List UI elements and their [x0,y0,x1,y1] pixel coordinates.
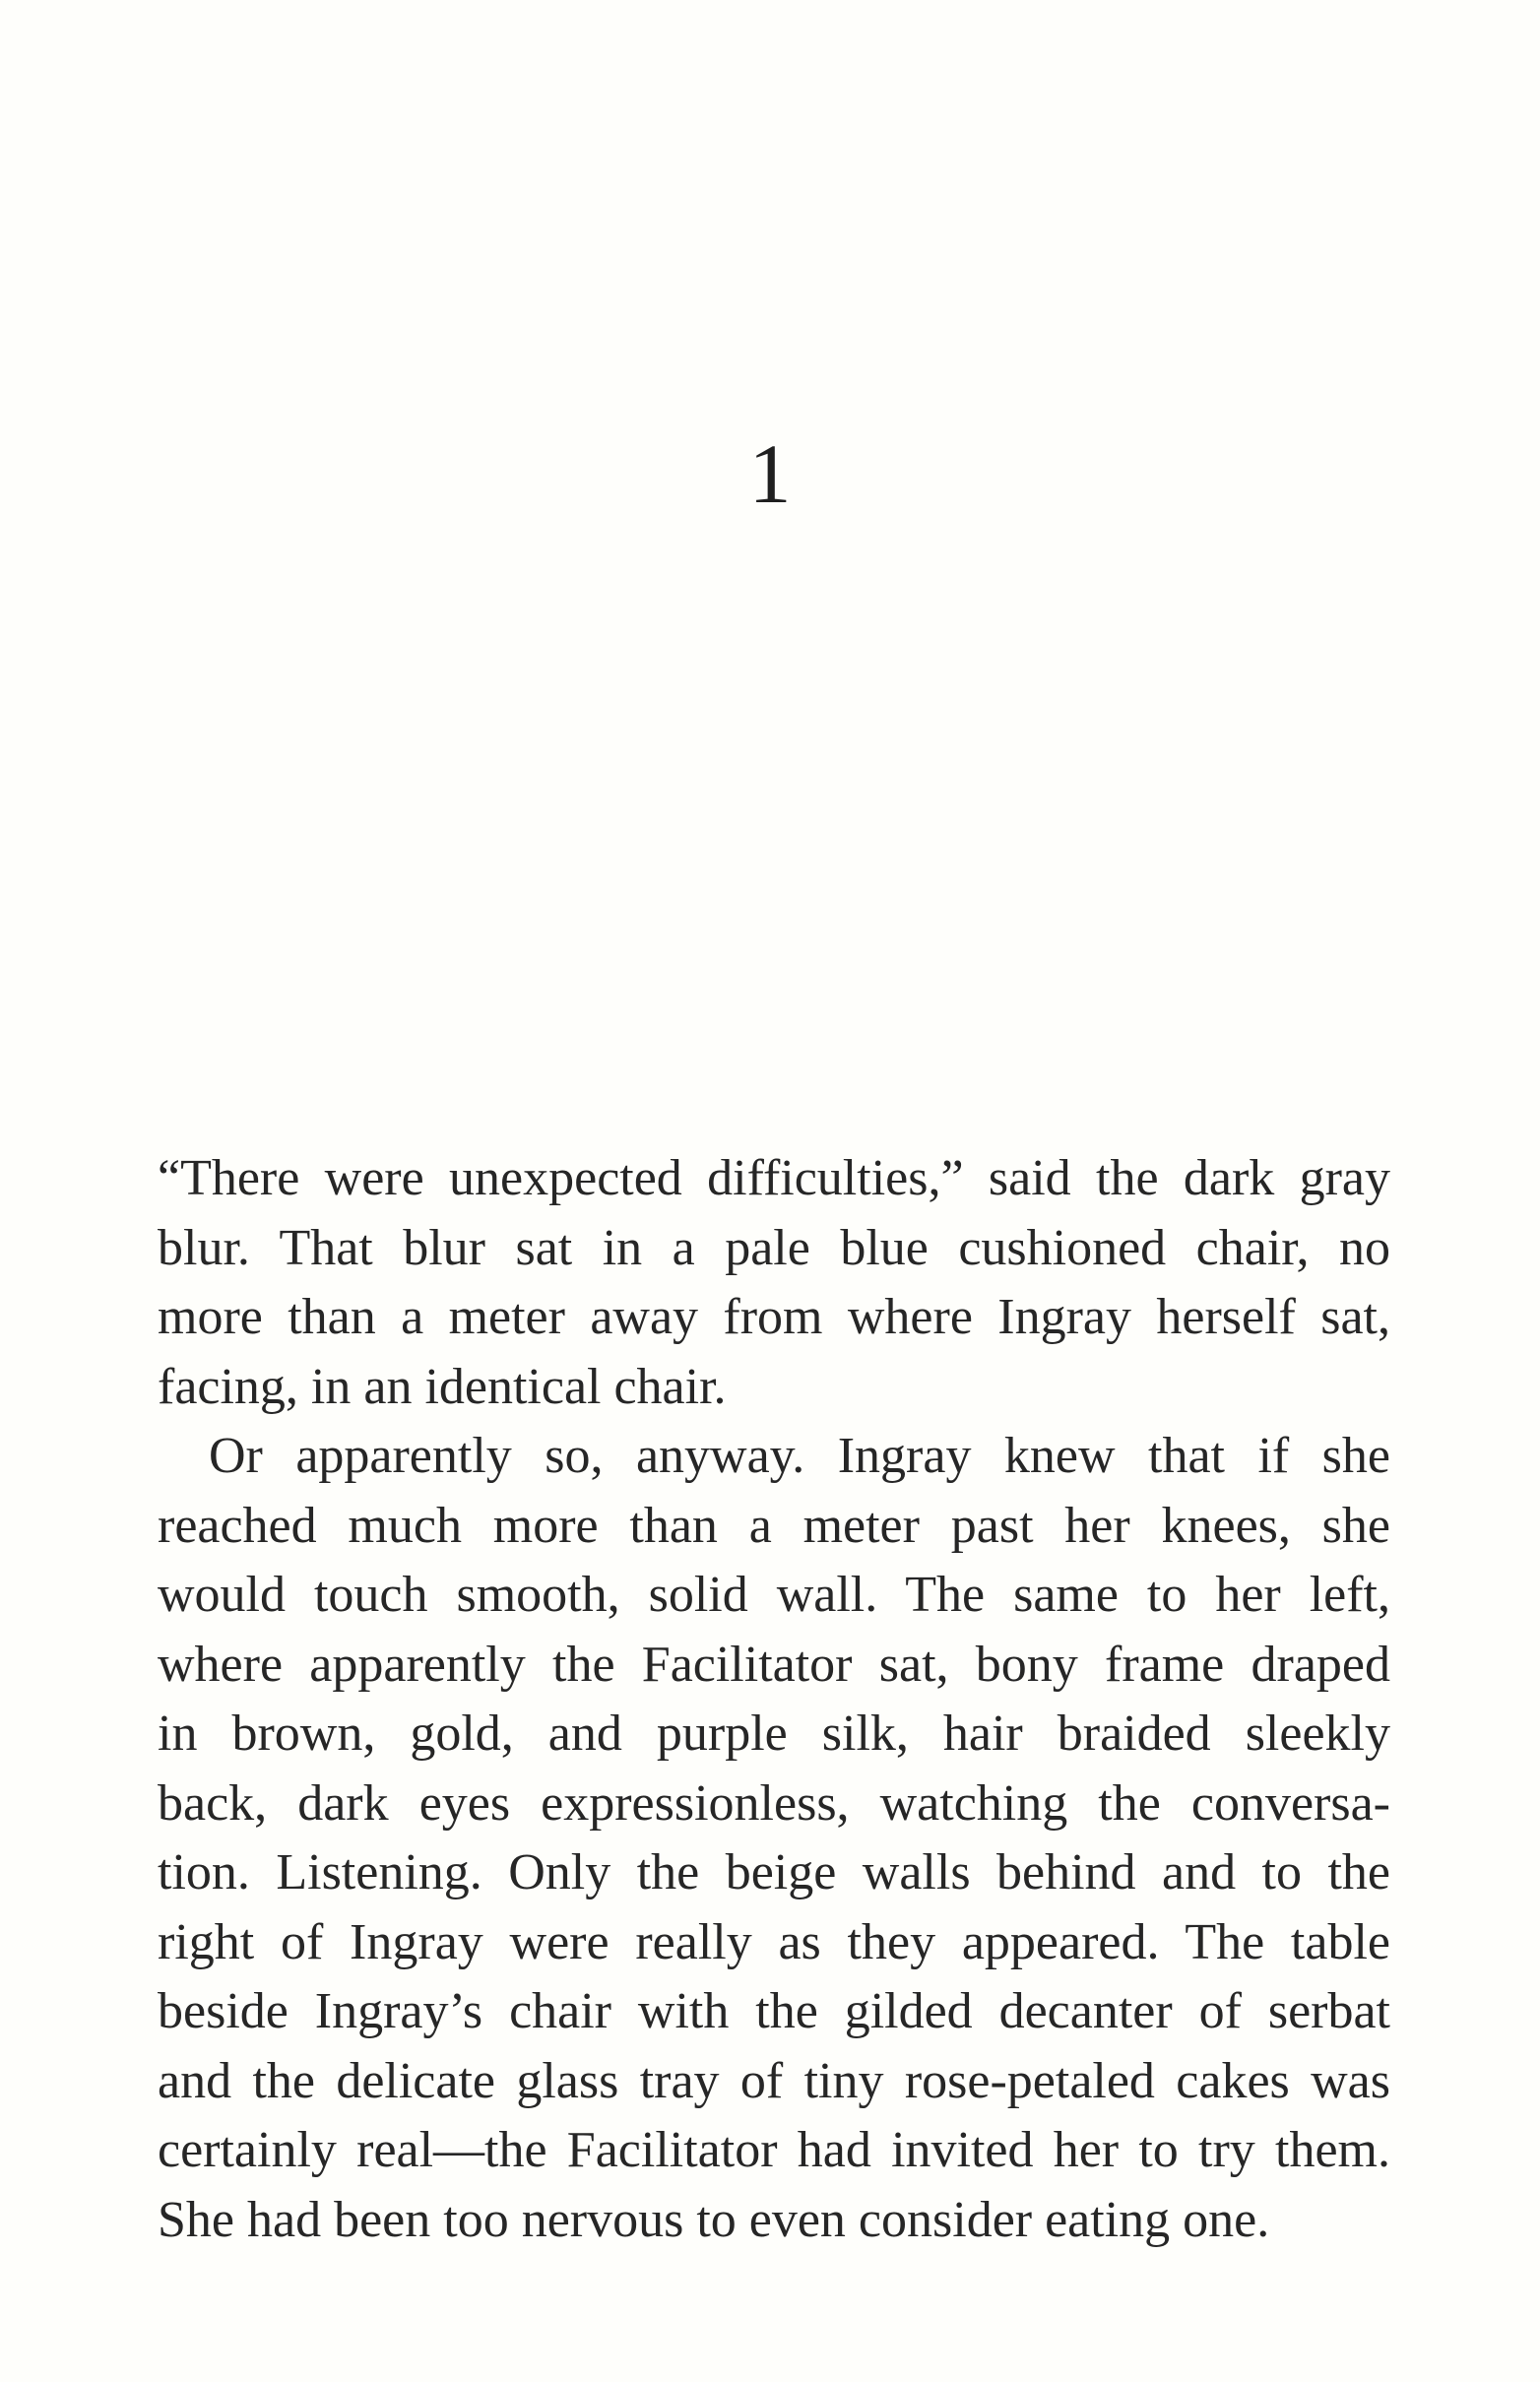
text-line: more than a meter away from where Ingray herself sat, [158,1289,1390,1345]
text-line: would touch smooth, solid wall. The same to her left, [158,1567,1390,1623]
text-line: in brown, gold, and purple silk, hair braided sleekly [158,1706,1390,1762]
paragraph-1 [158,1144,1390,1422]
text-line: back, dark eyes expressionless, watching the conversa- [158,1774,1390,1832]
text-line: facing, in an identical chair. [158,1358,727,1415]
text-line: “There were unexpected difficulties,” said the dark gray [158,1150,1390,1206]
paragraph-2 [158,1422,1390,2255]
text-line: and the delicate glass tray of tiny rose-petaled cakes was [158,2052,1390,2109]
text-line: Or apparently so, anyway. Ingray knew that if she [209,1428,1390,1484]
text-line: certainly real—the Facilitator had invited her to try them. [158,2122,1390,2178]
text-line: right of Ingray were really as they appeared. The table [158,1913,1390,1970]
text-line: blur. That blur sat in a pale blue cushioned chair, no [158,1219,1390,1276]
chapter-number: 1 [748,426,792,521]
text-line: beside Ingray’s chair with the gilded decanter of serbat [158,1983,1390,2039]
text-line: reached much more than a meter past her knees, she [158,1497,1390,1554]
text-line: She had been too nervous to even consider eating one. [158,2191,1270,2248]
text-line: tion. Listening. Only the beige walls behind and to the [158,1844,1390,1900]
text-line: where apparently the Facilitator sat, bony frame draped [158,1636,1390,1693]
chapter-body-text [158,1144,1390,2255]
